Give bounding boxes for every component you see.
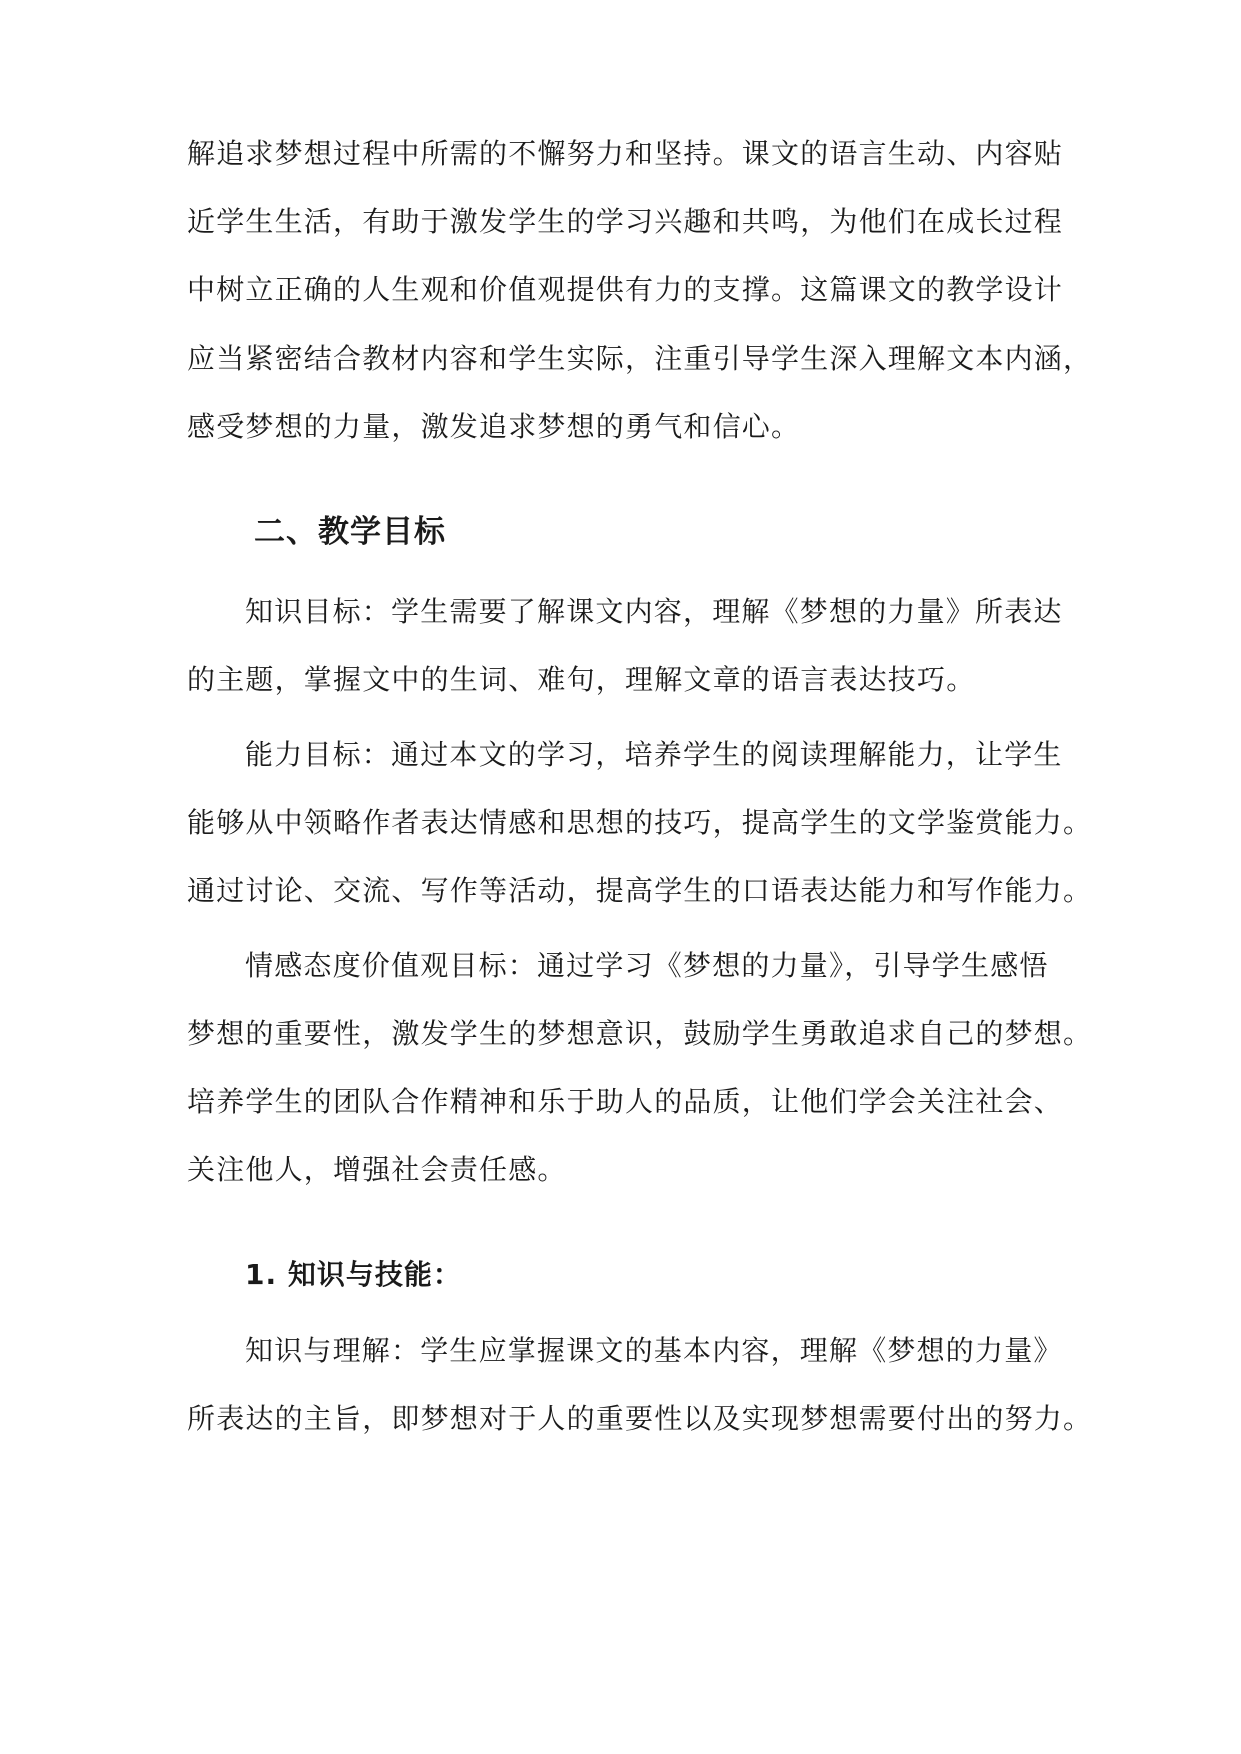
emotion-goal-line: 培养学生的团队合作精神和乐于助人的品质，让他们学会关注社会、: [187, 1085, 1064, 1118]
knowledge-goal-line: 的主题，掌握文中的生词、难句，理解文章的语言表达技巧。: [187, 663, 976, 696]
understanding-line: 知识与理解：学生应掌握课文的基本内容，理解《梦想的力量》: [245, 1334, 1063, 1367]
intro-line: 解追求梦想过程中所需的不懈努力和坚持。课文的语言生动、内容贴: [187, 137, 1064, 170]
understanding-line: 所表达的主旨，即梦想对于人的重要性以及实现梦想需要付出的努力。: [187, 1402, 1093, 1435]
emotion-goal-line: 梦想的重要性，激发学生的梦想意识，鼓励学生勇敢追求自己的梦想。: [187, 1017, 1093, 1050]
emotion-goal-line: 关注他人，增强社会责任感。: [187, 1153, 567, 1186]
emotion-goal-line: 情感态度价值观目标：通过学习《梦想的力量》，引导学生感悟: [245, 949, 1049, 982]
section-heading: 二、教学目标: [254, 514, 446, 550]
intro-line: 感受梦想的力量，激发追求梦想的勇气和信心。: [187, 410, 801, 443]
ability-goal-line: 通过讨论、交流、写作等活动，提高学生的口语表达能力和写作能力。: [187, 874, 1093, 907]
intro-line: 近学生生活，有助于激发学生的学习兴趣和共鸣，为他们在成长过程: [187, 205, 1064, 238]
intro-line: 应当紧密结合教材内容和学生实际，注重引导学生深入理解文本内涵，: [187, 342, 1093, 375]
subsection-heading: 1. 知识与技能：: [245, 1258, 462, 1291]
ability-goal-line: 能够从中领略作者表达情感和思想的技巧，提高学生的文学鉴赏能力。: [187, 806, 1093, 839]
ability-goal-line: 能力目标：通过本文的学习，培养学生的阅读理解能力，让学生: [245, 738, 1063, 771]
knowledge-goal-line: 知识目标：学生需要了解课文内容，理解《梦想的力量》所表达: [245, 595, 1063, 628]
intro-line: 中树立正确的人生观和价值观提供有力的支撑。这篇课文的教学设计: [187, 273, 1064, 306]
